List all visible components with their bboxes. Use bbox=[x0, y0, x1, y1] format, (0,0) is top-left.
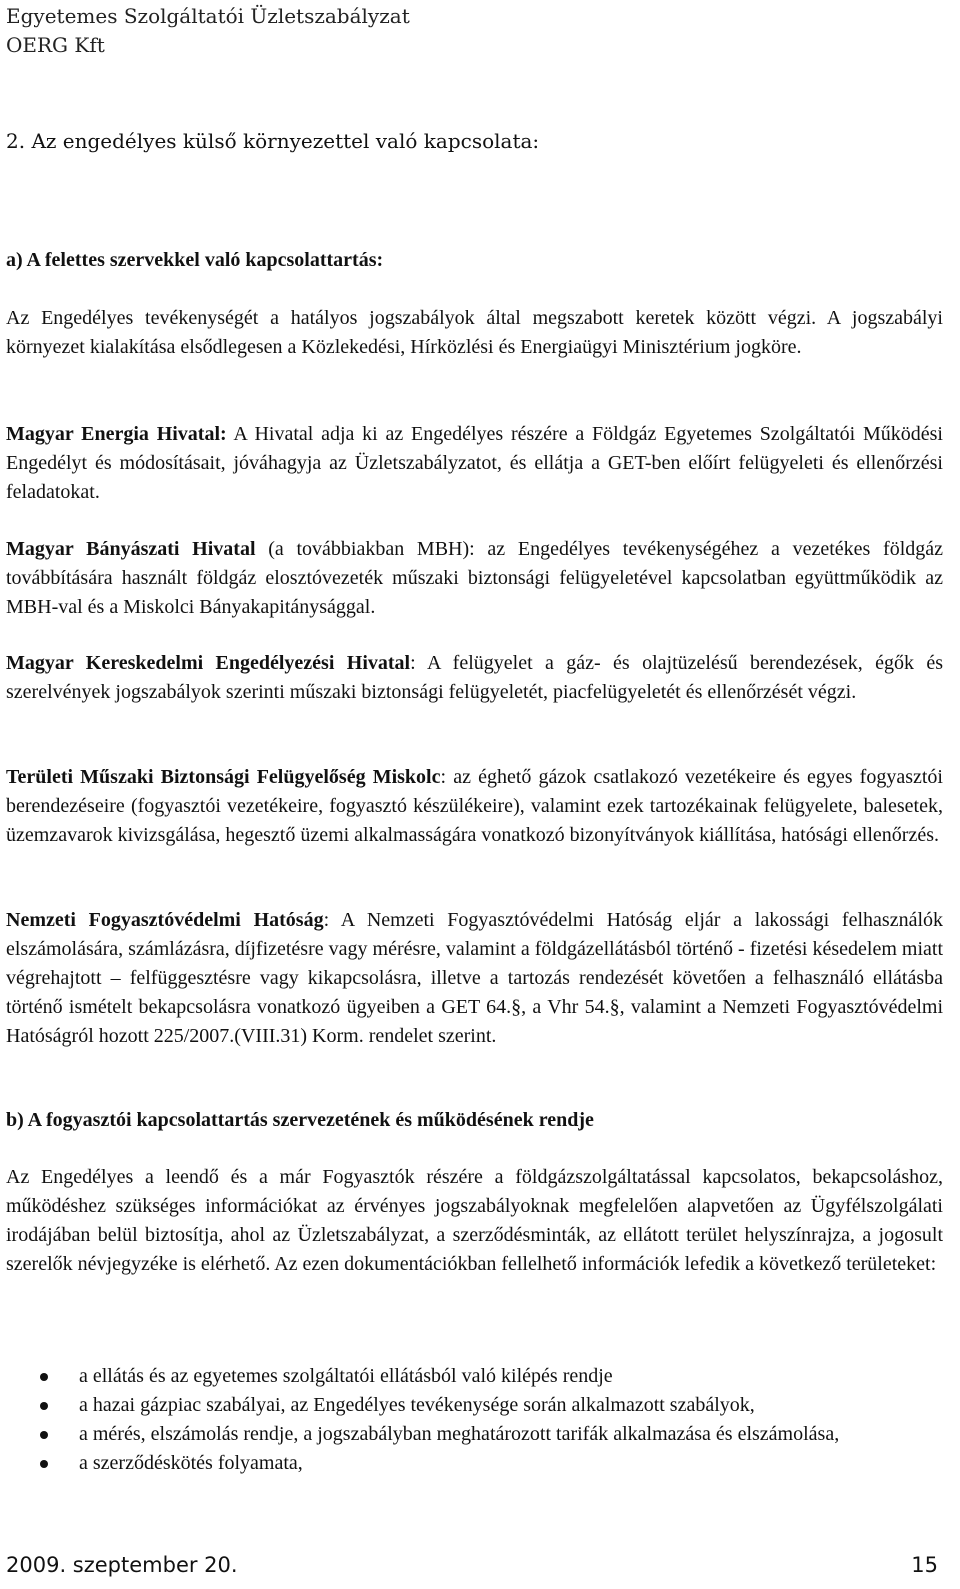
entry-energia-hivatal bbox=[6, 420, 943, 507]
footer-date: 2009. szeptember 20. bbox=[6, 1553, 238, 1577]
list-item-text: a mérés, elszámolás rendje, a jogszabályban meghatározott tarifák alkalmazása és elszámolása, bbox=[79, 1423, 840, 1445]
list-item-text: a ellátás és az egyetemes szolgáltatói ellátásból való kilépés rendje bbox=[79, 1365, 613, 1387]
list-item bbox=[6, 1420, 943, 1449]
entry-muszaki-felugyeloseg bbox=[6, 763, 943, 850]
bullet-icon bbox=[40, 1431, 48, 1439]
entry-name: Nemzeti Fogyasztóvédelmi Hatóság bbox=[6, 909, 324, 931]
list-item-text: a szerződéskötés folyamata, bbox=[79, 1452, 303, 1474]
entry-name: Területi Műszaki Biztonsági Felügyelőség Miskolc bbox=[6, 766, 441, 788]
entry-banyaszati-hivatal bbox=[6, 535, 943, 622]
entry-name: Magyar Kereskedelmi Engedélyezési Hivatal bbox=[6, 652, 411, 674]
entry-fogyasztovedelmi-hatosag bbox=[6, 906, 943, 1051]
subsection-a-intro: Az Engedélyes tevékenységét a hatályos jogszabályok által megszabott keretek között végzi. A jogszabályi környezet kialakítása elsődlegesen a Közlekedési, Hírközlési és Energiaügyi Minisztérium jogköre. bbox=[6, 307, 943, 358]
entry-name: Magyar Bányászati Hivatal bbox=[6, 538, 256, 560]
entry-kereskedelmi-hivatal bbox=[6, 649, 943, 707]
footer-page-number: 15 bbox=[911, 1553, 938, 1577]
header-company-name: OERG Kft bbox=[6, 33, 105, 57]
entry-text: : A felügyelet a gáz- és olajtüzelésű berendezések, égők és szerelvények jogszabályok szerinti műszaki biztonsági felügyeletét, piacfelügyeletét és ellenőrzését végzi. bbox=[6, 652, 943, 703]
entry-name: Magyar Energia Hivatal: bbox=[6, 423, 227, 445]
entry-text: : az éghető gázok csatlakozó vezetékeire és egyes fogyasztói berendezéseire (fogyasztói vezetékeire, fogyasztó készülékeire), valamint ezek tartozékainak felügyelete, balesetek, üzemzavarok kivizsgálása, hegesztő üzemi alkalmasságára vonatkozó bizonyítványok kiállítása, hatósági ellenőrzés. bbox=[6, 766, 943, 846]
header-document-title: Egyetemes Szolgáltatói Üzletszabályzat bbox=[6, 4, 410, 28]
list-item bbox=[6, 1449, 943, 1478]
bullet-icon bbox=[40, 1402, 48, 1410]
section-title: 2. Az engedélyes külső környezettel való kapcsolata: bbox=[6, 129, 540, 153]
subsection-a-heading: a) A felettes szervekkel való kapcsolattartás: bbox=[6, 249, 384, 271]
entry-text: A Hivatal adja ki az Engedélyes részére a Földgáz Egyetemes Szolgáltatói Működési Engedélyt és módosításait, jóváhagyja az Üzletszabályzatot, és ellátja a GET-ben előírt felügyeleti és ellenőrzési feladatokat. bbox=[6, 423, 943, 503]
list-item-text: a hazai gázpiac szabályai, az Engedélyes tevékenysége során alkalmazott szabályok, bbox=[79, 1394, 755, 1416]
information-bullet-list bbox=[6, 1362, 943, 1478]
subsection-b-intro: Az Engedélyes a leendő és a már Fogyasztók részére a földgázszolgáltatással kapcsolatos, bekapcsoláshoz, működéshez szükséges információkat az érvényes jogszabályoknak megfelelően alapvetően az Ügyfélszolgálati irodájában belül biztosítja, ahol az Üzletszabályzat, a szerződésminták, az ellátott terület helyszínrajza, a jogosult szerelők névjegyzéke is elérhető. Az ezen dokumentációkban fellelhető információk lefedik a következő területeket: bbox=[6, 1166, 943, 1275]
bullet-icon bbox=[40, 1460, 48, 1468]
subsection-b-heading: b) A fogyasztói kapcsolattartás szervezetének és működésének rendje bbox=[6, 1109, 594, 1131]
page-header bbox=[6, 2, 410, 60]
list-item bbox=[6, 1362, 943, 1391]
bullet-icon bbox=[40, 1373, 48, 1381]
list-item bbox=[6, 1391, 943, 1420]
entry-text: (a továbbiakban MBH): az Engedélyes tevékenységéhez a vezetékes földgáz továbbítására használt földgáz elosztóvezeték műszaki biztonsági felügyeletével kapcsolatban együttműködik az MBH-val és a Miskolci Bányakapitánysággal. bbox=[6, 538, 943, 618]
entry-text: : A Nemzeti Fogyasztóvédelmi Hatóság eljár a lakossági felhasználók elszámolására, számlázásra, díjfizetésre vagy mérésre, valamint a földgázellátásból történő - fizetési késedelem miatt végrehajtott – felfüggesztésre vagy kikapcsolásra, illetve a tartozás rendezését követően a felhasználó ellátásba történő ismételt bekapcsolásra vonatkozó ügyeiben a GET 64.§, a Vhr 54.§, valamint a Nemzeti Fogyasztóvédelmi Hatóságról hozott 225/2007.(VIII.31) Korm. rendelet szerint. bbox=[6, 909, 943, 1047]
